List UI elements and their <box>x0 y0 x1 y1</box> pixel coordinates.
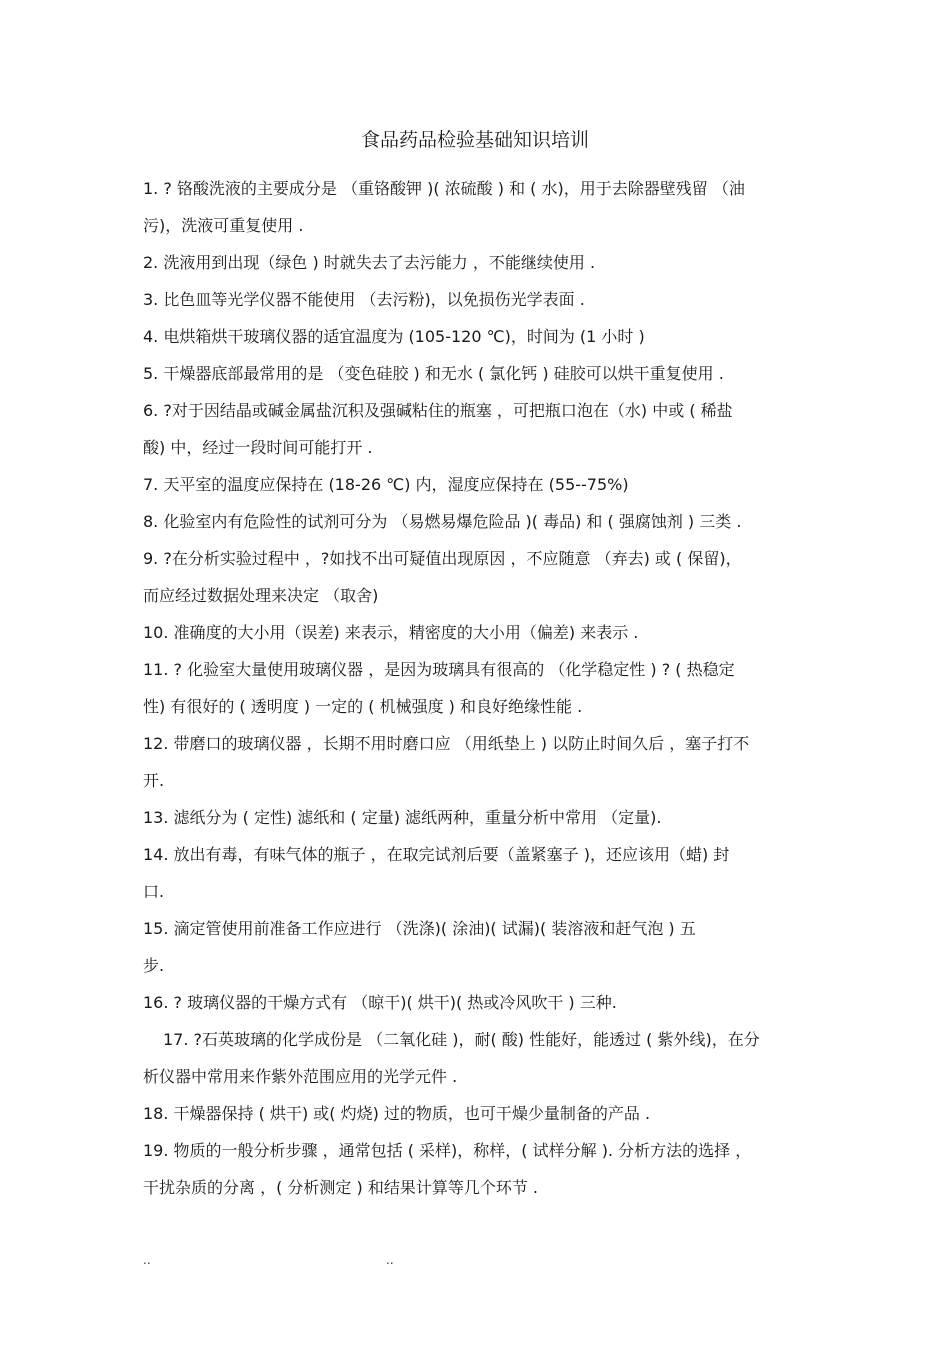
document-title: 食品药品检验基础知识培训 <box>360 129 589 151</box>
text-line: 4. 电烘箱烘干玻璃仪器的适宜温度为 (105-120 ℃)，时间为 (1 小时 ) <box>143 327 645 346</box>
text-line: 10. 准确度的大小用（误差) 来表示，精密度的大小用（偏差) 来表示 . <box>143 623 639 642</box>
document-body <box>143 170 813 1206</box>
footer-mark-right: .. <box>386 1253 394 1267</box>
text-line: 而应经过数据处理来决定 （取舍) <box>143 586 379 605</box>
text-line: 14. 放出有毒，有味气体的瓶子 ，在取完试剂后要（盖紧塞子 )，还应该用（蜡) 封 <box>143 845 730 864</box>
text-line: 性) 有很好的 ( 透明度 ) 一定的 ( 机械强度 ) 和良好绝缘性能 . <box>143 697 583 716</box>
text-line: 6. ?对于因结晶或碱金属盐沉积及强碱粘住的瓶塞 ，可把瓶口泡在（水) 中或 ( 稀盐 <box>143 401 733 420</box>
text-line: 析仪器中常用来作紫外范围应用的光学元件 . <box>143 1067 458 1086</box>
text-line: 17. ?石英玻璃的化学成份是 （二氧化硅 )，耐( 酸) 性能好，能透过 ( 紫外线)，在分 <box>163 1030 760 1049</box>
text-line: 13. 滤纸分为 ( 定性) 滤纸和 ( 定量) 滤纸两种，重量分析中常用 （定量). <box>143 808 662 827</box>
text-line: 5. 干燥器底部最常用的是 （变色硅胶 ) 和无水 ( 氯化钙 ) 硅胶可以烘干重复使用 . <box>143 364 724 383</box>
text-line: 16. ? 玻璃仪器的干燥方式有 （晾干)( 烘干)( 热或冷风吹干 ) 三种. <box>143 993 617 1012</box>
text-line: 3. 比色皿等光学仪器不能使用 （去污粉)，以免损伤光学表面 . <box>143 290 585 309</box>
text-line: 9. ?在分析实验过程中 ，?如找不出可疑值出现原因 ，不应随意 （弃去) 或 ( 保留)， <box>143 549 742 568</box>
text-line: 15. 滴定管使用前准备工作应进行 （洗涤)( 涂油)( 试漏)( 装溶液和赶气泡 ) 五 <box>143 919 696 938</box>
text-line: 12. 带磨口的玻璃仪器 ，长期不用时磨口应 （用纸垫上 ) 以防止时间久后 ，塞子打不 <box>143 734 750 753</box>
text-line: 酸) 中，经过一段时间可能打开 . <box>143 438 373 457</box>
text-line: 污)，洗液可重复使用 . <box>143 216 304 235</box>
text-line: 18. 干燥器保持 ( 烘干) 或( 灼烧) 过的物质，也可干燥少量制备的产品 . <box>143 1104 651 1123</box>
text-line: 7. 天平室的温度应保持在 (18-26 ℃) 内，湿度应保持在 (55--75%) <box>143 475 629 494</box>
text-line: 步. <box>143 956 165 975</box>
text-line: 干扰杂质的分离 ，( 分析测定 ) 和结果计算等几个环节 . <box>143 1178 539 1197</box>
text-line: 8. 化验室内有危险性的试剂可分为 （易燃易爆危险品 )( 毒品) 和 ( 强腐蚀剂 ) 三类 . <box>143 512 742 531</box>
text-line: 口. <box>143 882 165 901</box>
text-line: 11. ? 化验室大量使用玻璃仪器 ，是因为玻璃具有很高的 （化学稳定性 ) ? ( 热稳定 <box>143 660 735 679</box>
text-line: 2. 洗液用到出现（绿色 ) 时就失去了去污能力 ，不能继续使用 . <box>143 253 596 272</box>
footer-mark-left: .. <box>143 1253 151 1267</box>
text-line: 1. ? 铬酸洗液的主要成分是 （重铬酸钾 )( 浓硫酸 ) 和 ( 水)，用于去除器壁残留 （油 <box>143 179 745 198</box>
text-line: 19. 物质的一般分析步骤 ，通常包括 ( 采样)，称样，( 试样分解 ). 分析方法的选择 ， <box>143 1141 752 1160</box>
text-line: 开. <box>143 771 165 790</box>
